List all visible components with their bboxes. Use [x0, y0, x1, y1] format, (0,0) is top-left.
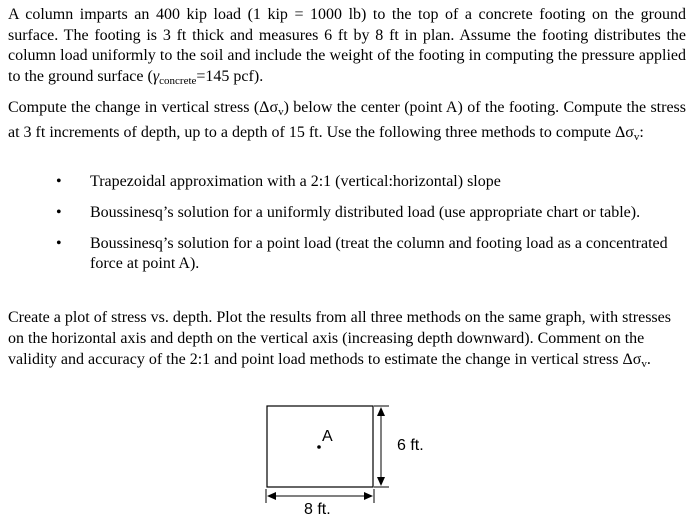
- problem-paragraph-3: [8, 307, 686, 375]
- p2-text-b: ) below the center (point A) of the footing. Compute the stress at 3 ft increments of depth, up to a depth of 15 ft. Use the following three methods to compute Δσ: [8, 99, 686, 141]
- bullet-icon: •: [56, 235, 62, 252]
- bullet-icon: •: [56, 173, 62, 190]
- width-arrow-down-icon: [377, 477, 385, 486]
- length-arrow-left-icon: [267, 492, 276, 500]
- length-arrow-right-icon: [364, 492, 373, 500]
- gamma-subscript: concrete: [159, 74, 197, 87]
- method-text: Boussinesq’s solution for a point load (treat the column and footing load as a concentrated force at point A).: [90, 235, 668, 272]
- p2-text-a: Compute the change in vertical stress (Δσ: [8, 99, 279, 116]
- problem-paragraph-1: [8, 5, 686, 91]
- length-label: 8 ft.: [304, 501, 331, 518]
- p1-text-b: =145 pcf).: [196, 67, 264, 85]
- p2-text-c: :: [639, 123, 644, 141]
- p3-text-a: Create a plot of stress vs. depth. Plot the results from all three methods on the same graph, with stresses on the horizontal axis and depth on the vertical axis (increasing depth downward). Comment on the validity and accuracy of the 2:1 and point load methods to estimate the change in vertical stress Δσ: [8, 309, 671, 368]
- method-item: [56, 234, 676, 274]
- method-item: [56, 203, 676, 223]
- p3-subscript: v: [641, 358, 647, 370]
- p2-subscript-2: v: [633, 130, 640, 143]
- p2-subscript-1: v: [278, 106, 284, 118]
- method-text: Trapezoidal approximation with a 2:1 (vertical:horizontal) slope: [90, 173, 501, 190]
- point-a-marker: [317, 445, 321, 449]
- width-label: 6 ft.: [397, 437, 424, 454]
- bullet-icon: •: [56, 204, 62, 221]
- p1-text-a: A column imparts an 400 kip load (1 kip = 1000 lb) to the top of a concrete footing on the ground surface. The footing is 3 ft thick and measures 6 ft by 8 ft in plan. Assume the footing distributes the column load uniformly to the soil and include the weight of the footing in computing the pressure applied to the ground surface (: [8, 6, 686, 85]
- footing-outline: [267, 406, 373, 487]
- method-text: Boussinesq’s solution for a uniformly distributed load (use appropriate chart or table).: [90, 204, 641, 221]
- methods-list: [56, 172, 676, 285]
- gamma-symbol: γ: [152, 67, 160, 85]
- problem-paragraph-2: [8, 98, 686, 147]
- point-a-label: A: [322, 428, 333, 445]
- method-item: [56, 172, 676, 192]
- width-arrow-up-icon: [377, 407, 385, 416]
- p3-text-b: .: [646, 351, 651, 368]
